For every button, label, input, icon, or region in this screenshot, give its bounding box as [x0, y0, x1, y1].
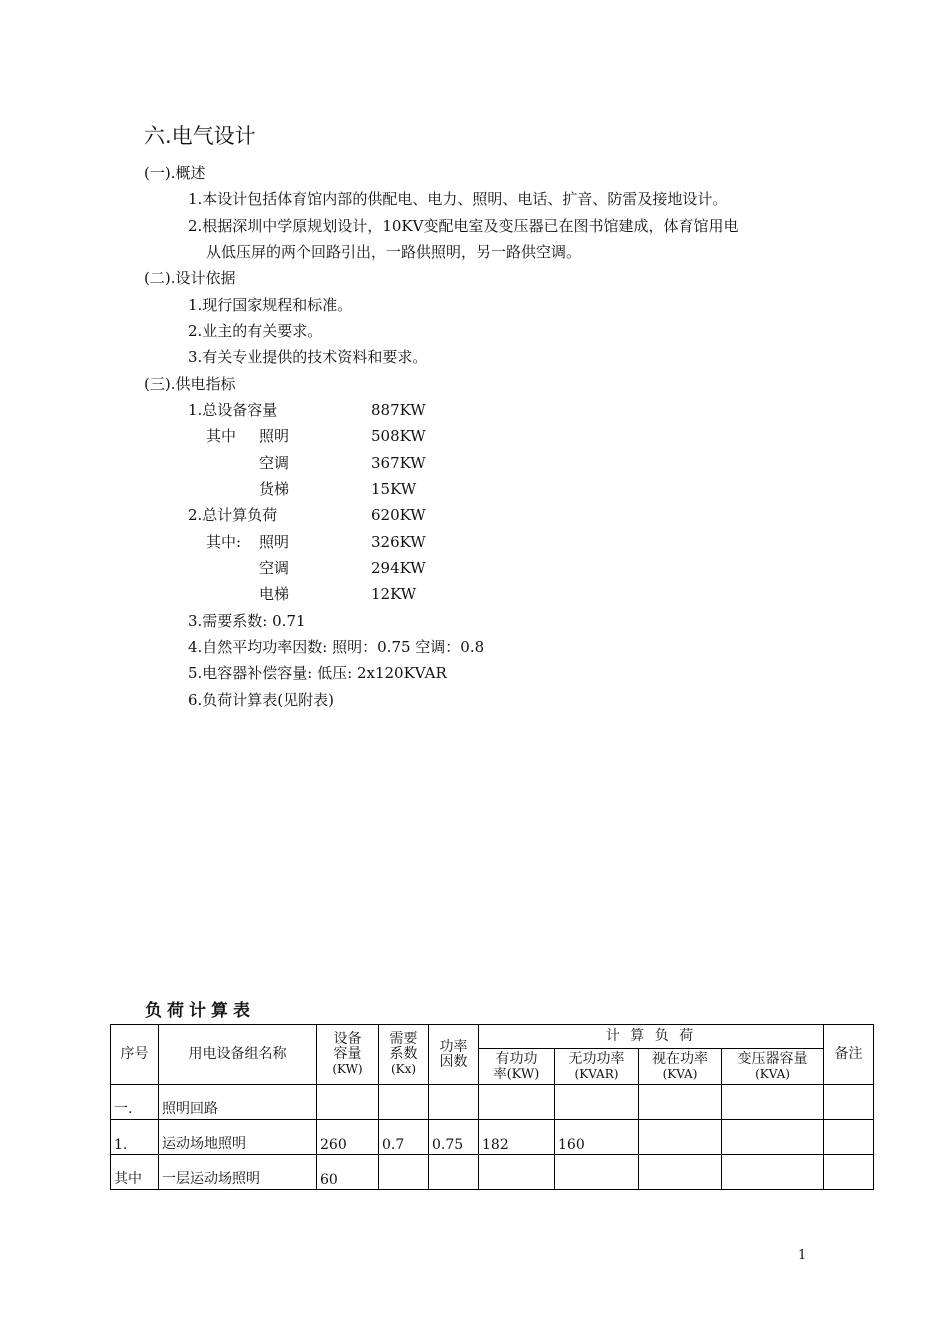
spec-value: 15KW [371, 480, 417, 498]
cell-capacity: 60 [317, 1155, 379, 1190]
spec-sub-label: 货梯 [259, 480, 290, 498]
cell-kx: 0.7 [379, 1120, 429, 1155]
spec-label: 其中 [206, 427, 237, 445]
cell-note [824, 1085, 874, 1120]
table-row [111, 1085, 874, 1120]
spec-line: 6.负荷计算表(见附表) [188, 691, 335, 709]
list-item: 2.业主的有关要求。 [188, 322, 323, 340]
cell-p [479, 1085, 555, 1120]
cell-s [639, 1085, 722, 1120]
cell-kx [379, 1155, 429, 1190]
cell-name: 照明回路 [159, 1085, 317, 1120]
spec-value: 508KW [371, 427, 426, 445]
header-active-power: 有功功 率(KW) [479, 1049, 555, 1085]
cell-q: 160 [555, 1120, 639, 1155]
cell-s [639, 1120, 722, 1155]
cell-seq: 其中 [111, 1155, 159, 1190]
spec-value: 367KW [371, 454, 426, 472]
spec-label: 1.总设备容量 [188, 401, 278, 419]
cell-capacity [317, 1085, 379, 1120]
spec-line: 4.自然平均功率因数: 照明：0.75 空调：0.8 [188, 638, 485, 656]
table-title: 负荷计算表 [145, 1001, 255, 1021]
table-header-row [111, 1025, 874, 1049]
list-item: 3.有关专业提供的技术资料和要求。 [188, 348, 428, 366]
header-seq: 序号 [111, 1025, 159, 1085]
header-capacity: 设备 容量 (KW) [317, 1025, 379, 1085]
cell-name: 一层运动场照明 [159, 1155, 317, 1190]
cell-pf [429, 1085, 479, 1120]
spec-sub-label: 电梯 [259, 585, 290, 603]
header-note: 备注 [824, 1025, 874, 1085]
table-row [111, 1120, 874, 1155]
spec-sub-label: 照明 [259, 533, 290, 551]
load-calculation-table [110, 1024, 874, 1190]
paragraph-line: 2.根据深圳中学原规划设计，10KV变配电室及变压器已在图书馆建成，体育馆用电 [188, 217, 739, 235]
spec-value: 326KW [371, 533, 426, 551]
cell-pf [429, 1155, 479, 1190]
spec-value: 294KW [371, 559, 426, 577]
spec-value: 887KW [371, 401, 426, 419]
cell-s [639, 1155, 722, 1190]
spec-sub-label: 空调 [259, 454, 290, 472]
table-row [111, 1155, 874, 1190]
header-kx: 需要 系数 (Kx) [379, 1025, 429, 1085]
spec-line: 3.需要系数: 0.71 [188, 612, 306, 630]
page-title: 六.电气设计 [144, 124, 256, 148]
page-number: 1 [798, 1248, 807, 1263]
section-heading: (三).供电指标 [144, 375, 236, 393]
cell-t [722, 1120, 824, 1155]
spec-sub-label: 照明 [259, 427, 290, 445]
cell-capacity: 260 [317, 1120, 379, 1155]
cell-p [479, 1155, 555, 1190]
cell-note [824, 1120, 874, 1155]
spec-value: 12KW [371, 585, 417, 603]
list-item: 1.现行国家规程和标准。 [188, 296, 353, 314]
header-transformer-capacity: 变压器容量 (KVA) [722, 1049, 824, 1085]
spec-label: 2.总计算负荷 [188, 506, 278, 524]
header-apparent-power: 视在功率 (KVA) [639, 1049, 722, 1085]
header-power-factor: 功率 因数 [429, 1025, 479, 1085]
cell-name: 运动场地照明 [159, 1120, 317, 1155]
paragraph-line: 1.本设计包括体育馆内部的供配电、电力、照明、电话、扩音、防雷及接地设计。 [188, 190, 728, 208]
paragraph-line: 从低压屏的两个回路引出，一路供照明，另一路供空调。 [206, 243, 582, 261]
header-name: 用电设备组名称 [159, 1025, 317, 1085]
cell-seq: 一. [111, 1085, 159, 1120]
spec-sub-label: 空调 [259, 559, 290, 577]
spec-label: 其中: [206, 533, 242, 551]
cell-q [555, 1155, 639, 1190]
section-heading: (一).概述 [144, 164, 206, 182]
header-reactive-power: 无功功率 (KVAR) [555, 1049, 639, 1085]
cell-pf: 0.75 [429, 1120, 479, 1155]
cell-t [722, 1155, 824, 1190]
cell-q [555, 1085, 639, 1120]
spec-value: 620KW [371, 506, 426, 524]
spec-line: 5.电容器补偿容量: 低压: 2x120KVAR [188, 664, 447, 682]
cell-seq: 1. [111, 1120, 159, 1155]
section-heading: (二).设计依据 [144, 269, 236, 287]
cell-note [824, 1155, 874, 1190]
cell-t [722, 1085, 824, 1120]
cell-kx [379, 1085, 429, 1120]
header-calculated-load: 计 算 负 荷 [479, 1025, 824, 1049]
cell-p: 182 [479, 1120, 555, 1155]
